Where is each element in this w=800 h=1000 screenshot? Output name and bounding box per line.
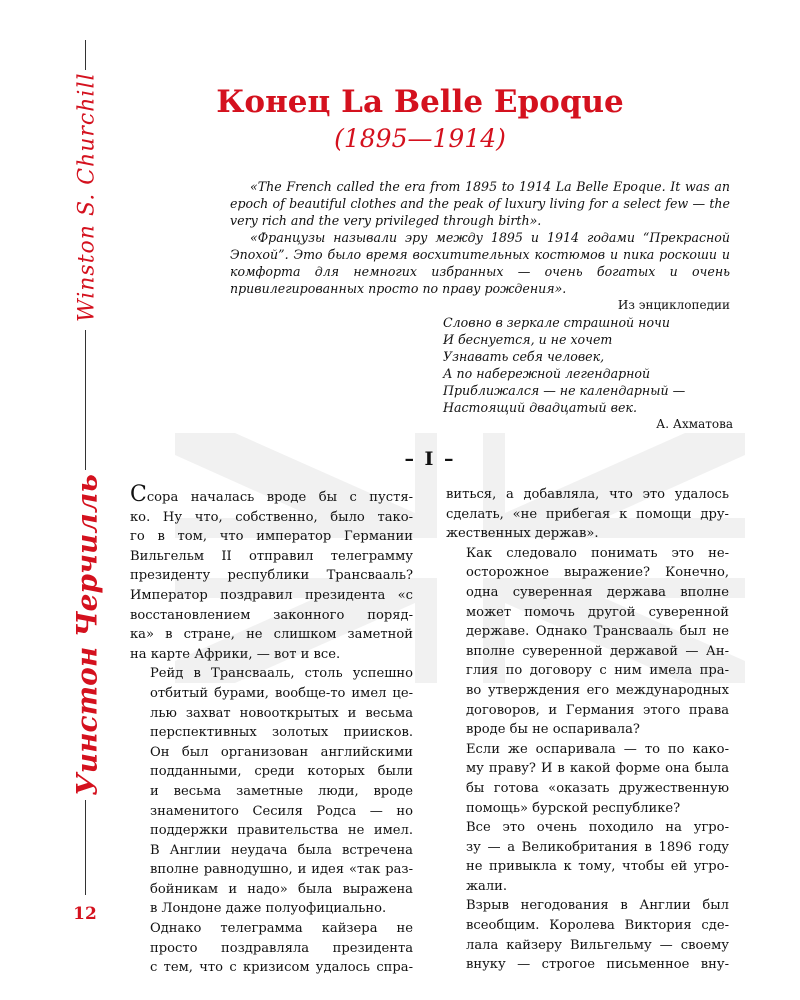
section-number: – I – bbox=[404, 448, 456, 470]
paragraph: Если же оспаривала — то по како- му праву? И в какой форме она была бы готова «оказать дружественную помощь» бурской республике? bbox=[466, 741, 729, 816]
text-column-right bbox=[446, 485, 729, 975]
poem-line: А по набережной легендарной bbox=[443, 366, 651, 381]
chapter-years: (1895—1914) bbox=[334, 124, 506, 153]
poem-line: Приближался — не календарный — bbox=[443, 383, 686, 398]
poem-line: Словно в зеркале страшной ночи bbox=[443, 315, 670, 330]
paragraph: Рейд в Трансвааль, столь успешно отбитый бурами, вообще-то имел це- лью захват новооткрытых и весьма перспективных золотых приисков. Он был организован английскими подданными, среди которых были и весьма заметные люди, вроде знаменитого Сесиля Родса — но поддержки правительства не имел. В Англии неудача была встречена вполне равнодушно, и идея «так раз- бойникам и надо» была выражена в Лондоне даже полуофициально. bbox=[150, 666, 413, 917]
paragraph: виться, а добавляла, что это удалось сделать, «не прибегая к помощи дру- жественных держав». bbox=[446, 487, 729, 542]
running-author-name: Уинстон Черчилль bbox=[70, 474, 104, 796]
author-signature: Winston S. Churchill bbox=[74, 72, 100, 323]
epigraph bbox=[230, 178, 730, 314]
page-number: 12 bbox=[73, 904, 97, 924]
epigraph-russian: «Французы называли эру между 1895 и 1914 годами “Прекрасной Эпохой”. Это было время восхитительных костюмов и пика роскоши и комфорта для немногих избранных — очень богатых и очень привилегированных просто по праву рождения». bbox=[230, 230, 730, 296]
paragraph: Как следовало понимать это не- осторожное выражение? Конечно, одна суверенная держава вполне может помочь другой суверенной державе. Однако Трансвааль был не вполне суверенной державой — Ан- глия по договору с ним имела пра- во утверждения его международных договоров, и Германия этого права вроде бы не оспаривала? bbox=[466, 545, 729, 738]
poem-epigraph bbox=[443, 314, 733, 433]
side-rule bbox=[85, 800, 86, 895]
poem-source: А. Ахматова bbox=[656, 417, 733, 431]
poem-line: Настоящий двадцатый век. bbox=[443, 400, 637, 415]
side-rule bbox=[85, 40, 86, 70]
drop-cap: С bbox=[130, 482, 147, 507]
paragraph: Взрыв негодования в Англии был всеобщим. Королева Виктория сде- лала кайзеру Вильгельму — своему внуку — строгое письменное вну- bbox=[466, 898, 729, 973]
paragraph: Однако телеграмма кайзера не просто поздравляла президента с тем, что с кризисом удалось спра- bbox=[150, 921, 413, 976]
side-margin bbox=[0, 0, 115, 1000]
epigraph-english: «The French called the era from 1895 to 1914 La Belle Epoque. It was an epoch of beautiful clothes and the peak of luxury living for a select few — the very rich and the very privileged through birth». bbox=[230, 179, 730, 228]
paragraph: Все это очень походило на угро- зу — а Великобритания в 1896 году не привыкла к тому, чтобы ей угро- жали. bbox=[466, 820, 729, 894]
paragraph: Ссора началась вроде бы с пустя- ко. Ну что, собственно, было тако- го в том, что император Германии Вильгельм II отправил телеграмму президенту республики Трансвааль? Император поздравил президента «с восстановлением законного поряд- ка» в стране, не слишком заметной на карте Африки, — вот и все. bbox=[130, 482, 413, 662]
epigraph-source: Из энциклопедии bbox=[617, 298, 730, 312]
chapter-title: Конец La Belle Epoque bbox=[216, 84, 624, 120]
poem-line: Узнавать себя человек, bbox=[443, 349, 605, 364]
poem-line: И беснуется, и не хочет bbox=[443, 332, 613, 347]
text-column-left bbox=[130, 482, 413, 978]
side-rule bbox=[85, 330, 86, 470]
